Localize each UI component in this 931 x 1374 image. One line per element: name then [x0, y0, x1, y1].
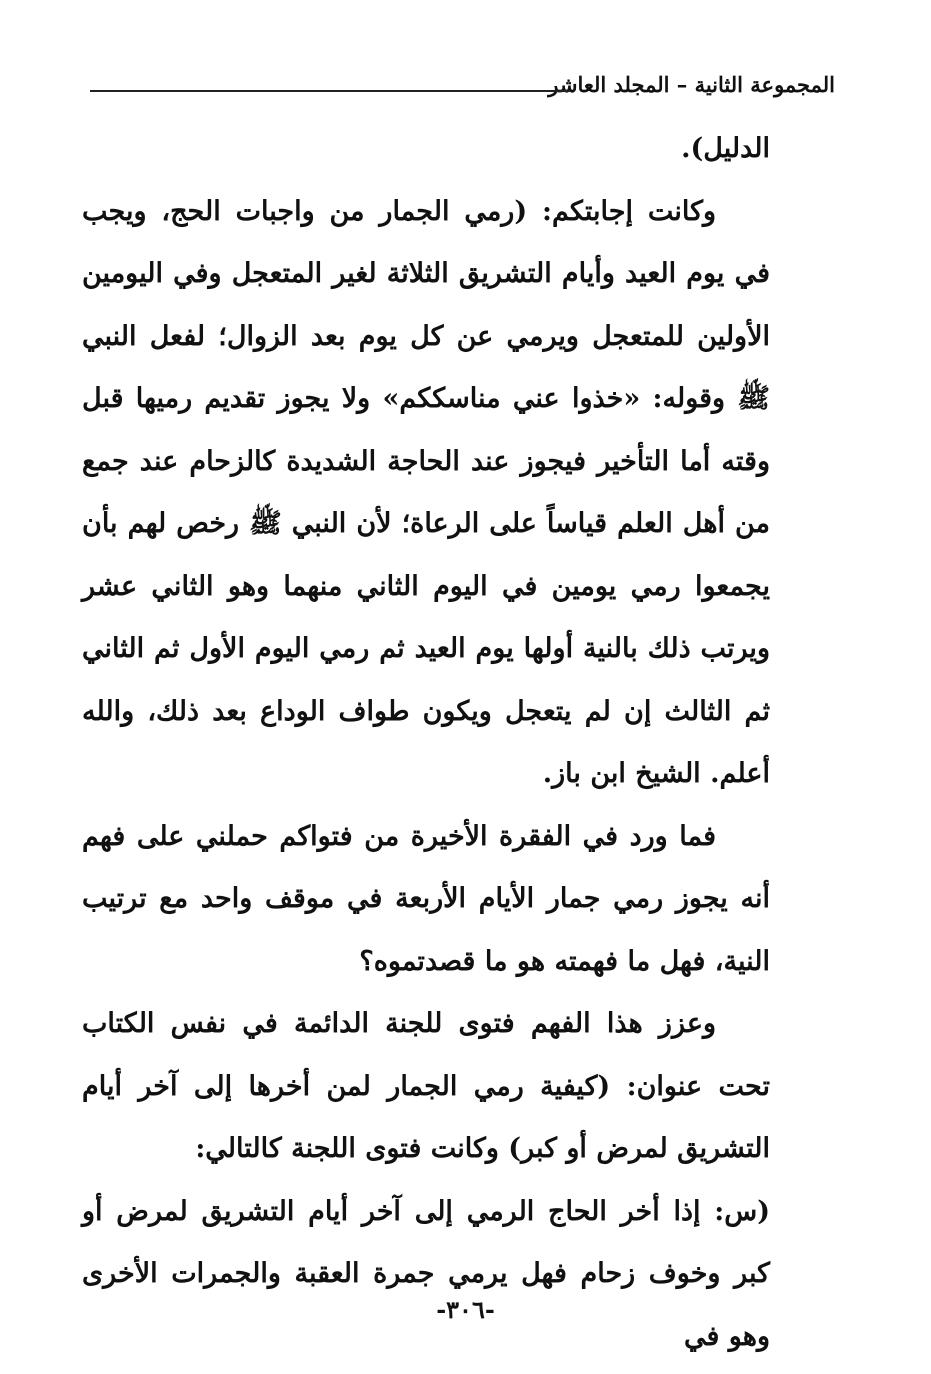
page-number: -٣٠٦- [436, 1295, 495, 1324]
paragraph-4: وعزز هذا الفهم فتوى للجنة الدائمة في نفس الكتاب تحت عنوان: (كيفية رمي الجمار لمن أخرها إلى آخر أيام التشريق لمرض أو كبر) وكانت فتوى اللجنة كالتالي: [82, 1008, 770, 1164]
header-title: المجموعة الثانية – المجلد العاشر [548, 72, 835, 97]
paragraph-5: (س: إذا أخر الحاج الرمي إلى آخر أيام التشريق لمرض أو كبر وخوف زحام فهل يرمي جمرة العقبة والجمرات الأخرى وهو في [82, 1195, 770, 1352]
header-rule [90, 90, 570, 92]
body-text [82, 118, 770, 1368]
running-header [90, 70, 835, 110]
paragraph-2: وكانت إجابتكم: (رمي الجمار من واجبات الحج، ويجب في يوم العيد وأيام التشريق الثلاثة لغير المتعجل وفي اليومين الأولين للمتعجل ويرمي عن كل يوم بعد الزوال؛ لفعل النبي ﷺ وقوله: «خذوا عني مناسككم» ولا يجوز تقديم رميها قبل وقته أما التأخير فيجوز عند الحاجة الشديدة كالزحام عند جمع من أهل العلم قياساً على الرعاة؛ لأن النبي ﷺ رخص لهم بأن يجمعوا رمي يومين في اليوم الثاني منهما وهو الثاني عشر ويرتب ذلك بالنية أولها يوم العيد ثم رمي اليوم الأول ثم الثاني ثم الثالث إن لم يتعجل ويكون طواف الوداع بعد ذلك، والله أعلم. الشيخ ابن باز. [82, 195, 770, 789]
paragraph-3: فما ورد في الفقرة الأخيرة من فتواكم حملني على فهم أنه يجوز رمي جمار الأيام الأربعة في موقف واحد مع ترتيب النية، فهل ما فهمته هو ما قصدتموه؟ [82, 820, 770, 977]
paragraph-1: الدليل). [681, 133, 770, 164]
